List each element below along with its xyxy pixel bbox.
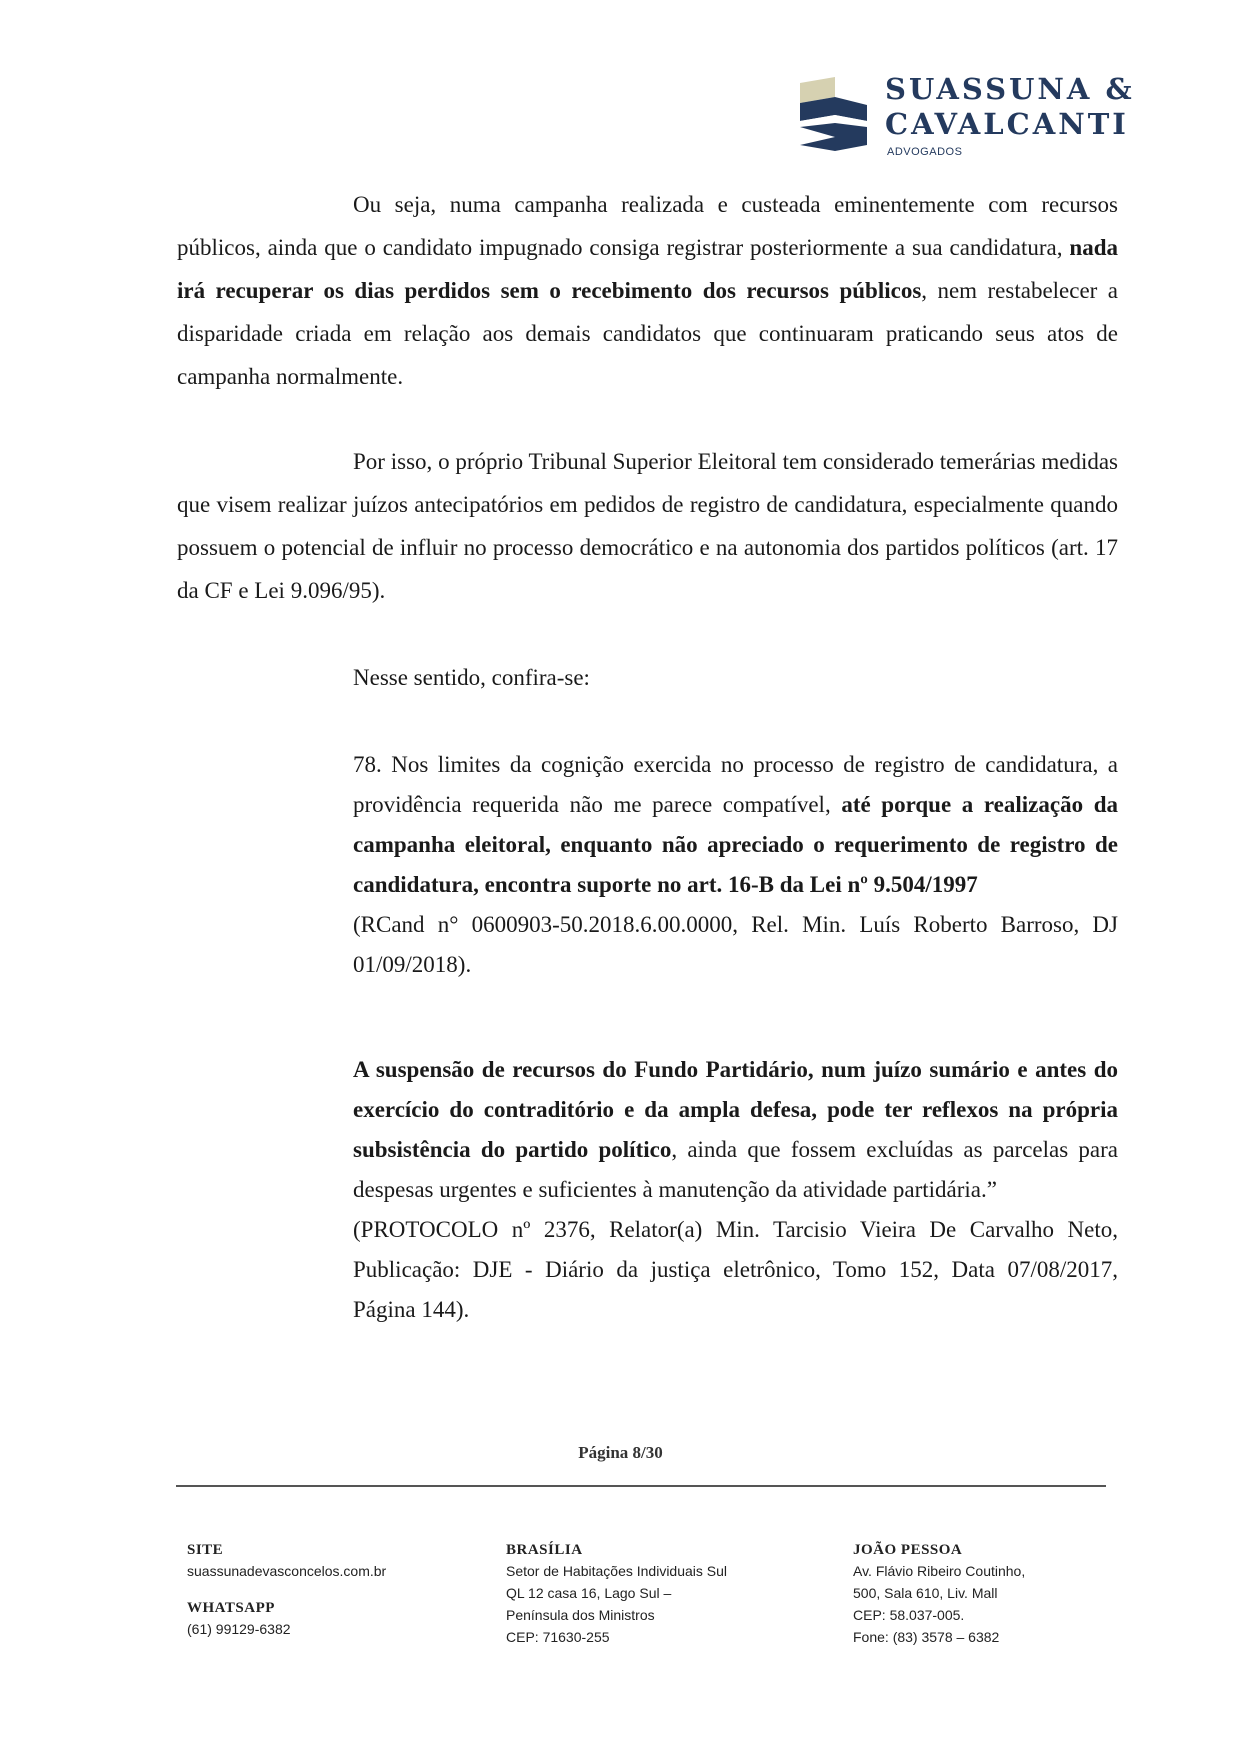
quote-2-citation: (PROTOCOLO nº 2376, Relator(a) Min. Tarcisio Vieira De Carvalho Neto, Publicação: DJE - Diário da justiça eletrônico, Tomo 152, Data 07/08/2017, Página 144). — [353, 1217, 1118, 1322]
logo-mark-icon — [795, 75, 867, 155]
quote-1 — [353, 745, 1118, 985]
footer-contact — [187, 1540, 386, 1640]
footer-brasilia — [506, 1540, 727, 1648]
brasilia-address-line: CEP: 71630-255 — [506, 1629, 610, 1645]
quote-2-body — [353, 1050, 1118, 1210]
paragraph-2: Por isso, o próprio Tribunal Superior Eleitoral tem considerado temerárias medidas que visem realizar juízos antecipatórios em pedidos de registro de candidatura, especialmente quando possuem o potencial de influir no processo democrático e na autonomia dos partidos políticos (art. 17 da CF e Lei 9.096/95). — [177, 449, 1118, 603]
quote-1-text: 78. Nos limites da cognição exercida no processo de registro de candidatura, a providência requerida não me parece compatível, — [353, 752, 1118, 817]
footer-divider — [176, 1485, 1106, 1487]
joao-pessoa-address-line: CEP: 58.037-005. — [853, 1607, 965, 1623]
paragraph-1-text: Ou seja, numa campanha realizada e custeada eminentemente com recursos públicos, ainda que o candidato impugnado consiga registrar posteriormente a sua candidatura, — [177, 192, 1118, 260]
joao-pessoa-label: JOÃO PESSOA — [853, 1542, 963, 1558]
whatsapp-number: (61) 99129-6382 — [187, 1621, 291, 1637]
quote-2-bold: A suspensão de recursos do Fundo Partidário, num juízo sumário e antes do exercício do contraditório e da ampla defesa, pode ter reflexos na própria subsistência do partido político — [353, 1057, 1118, 1162]
footer-joao-pessoa — [853, 1540, 1025, 1648]
logo-subtitle: ADVOGADOS — [887, 146, 963, 158]
brasilia-address-line: QL 12 casa 16, Lago Sul – — [506, 1585, 672, 1601]
brasilia-label: BRASÍLIA — [506, 1542, 583, 1558]
quote-2-text: , ainda que fossem excluídas as parcelas para despesas urgentes e suficientes à manutenção da atividade partidária.” — [353, 1137, 1118, 1202]
whatsapp-label: WHATSAPP — [187, 1600, 275, 1616]
site-label: SITE — [187, 1542, 224, 1558]
quote-1-citation: (RCand n° 0600903-50.2018.6.00.0000, Rel. Min. Luís Roberto Barroso, DJ 01/09/2018). — [353, 912, 1118, 977]
company-logo — [795, 70, 1135, 165]
joao-pessoa-phone: Fone: (83) 3578 – 6382 — [853, 1629, 1000, 1645]
paragraph-3: Nesse sentido, confira-se: — [353, 665, 590, 690]
paragraph-1-bold: nada irá recuperar os dias perdidos sem o recebimento dos recursos públicos — [177, 235, 1118, 303]
quote-1-bold: até porque a realização da campanha eleitoral, enquanto não apreciado o requerimento de registro de candidatura, encontra suporte no art. 16-B da Lei nº 9.504/1997 — [353, 792, 1118, 897]
logo-name — [885, 72, 1135, 142]
brasilia-address-line: Península dos Ministros — [506, 1607, 655, 1623]
quote-1-body — [353, 745, 1118, 905]
logo-line-1: SUASSUNA & — [885, 72, 1135, 106]
site-link[interactable]: suassunadevasconcelos.com.br — [187, 1563, 387, 1579]
paragraph-1 — [177, 183, 1118, 398]
quote-2 — [353, 1050, 1118, 1330]
paragraph-1-text-end: , nem restabelecer a disparidade criada em relação aos demais candidatos que continuaram praticando seus atos de campanha normalmente. — [177, 278, 1118, 389]
logo-line-2: CAVALCANTI — [885, 107, 1129, 141]
joao-pessoa-address-line: 500, Sala 610, Liv. Mall — [853, 1585, 998, 1601]
joao-pessoa-address-line: Av. Flávio Ribeiro Coutinho, — [853, 1563, 1026, 1579]
brasilia-address-line: Setor de Habitações Individuais Sul — [506, 1563, 728, 1579]
page-number: Página 8/30 — [578, 1443, 663, 1462]
